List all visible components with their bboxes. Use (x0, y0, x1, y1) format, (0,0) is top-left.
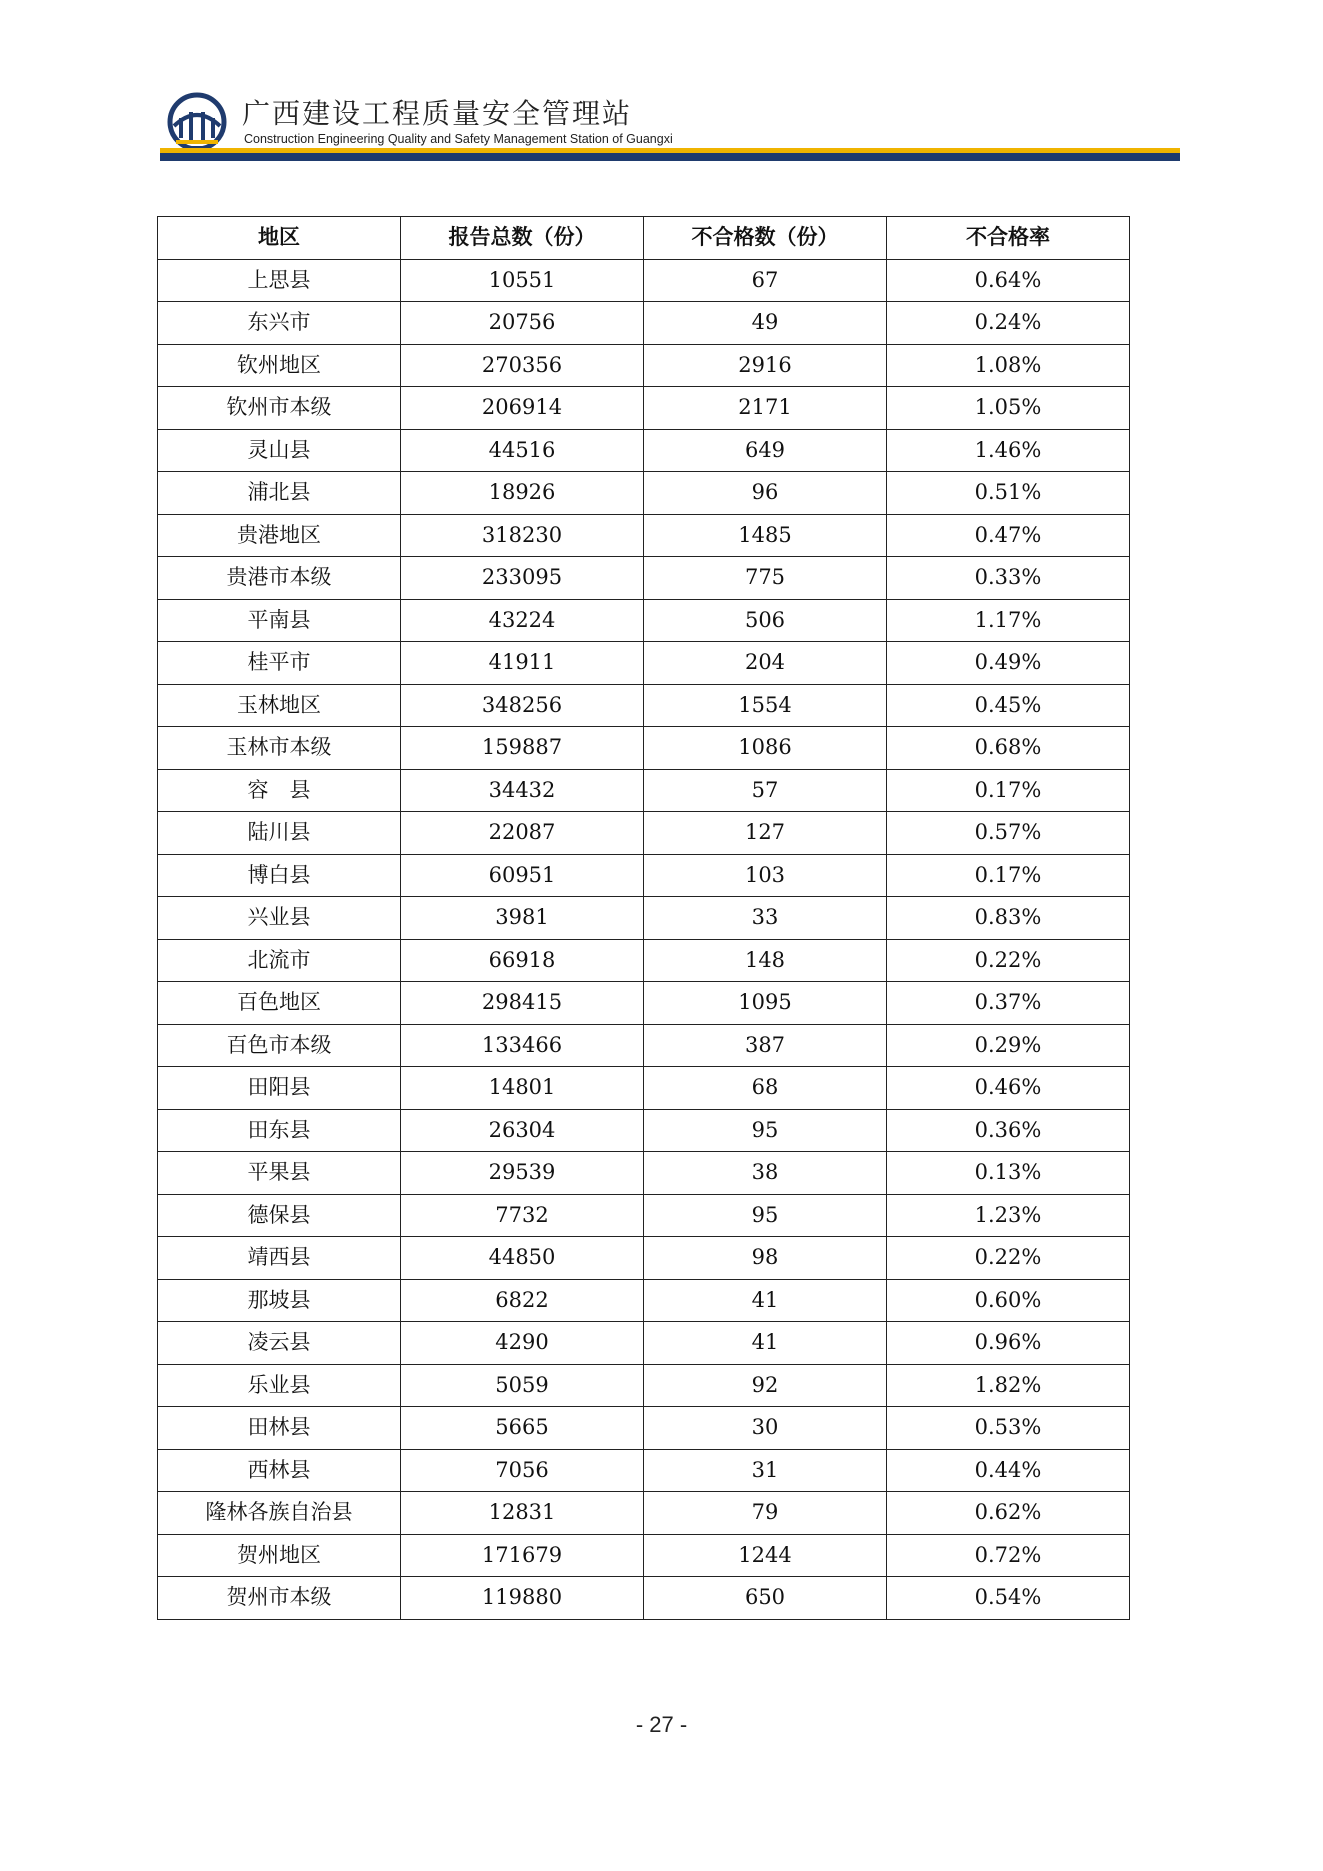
cell-failure-rate: 1.82% (887, 1364, 1130, 1407)
cell-region: 百色地区 (158, 982, 401, 1025)
organization-title-cn: 广西建设工程质量安全管理站 (242, 97, 633, 130)
cell-region: 那坡县 (158, 1279, 401, 1322)
cell-total-reports: 298415 (401, 982, 644, 1025)
cell-failed-count: 31 (644, 1449, 887, 1492)
table-header-row (158, 217, 1130, 260)
cell-total-reports: 18926 (401, 472, 644, 515)
table-row (158, 939, 1130, 982)
cell-region: 东兴市 (158, 302, 401, 345)
cell-failed-count: 30 (644, 1407, 887, 1450)
cell-failed-count: 92 (644, 1364, 887, 1407)
cell-failed-count: 2171 (644, 387, 887, 430)
cell-total-reports: 171679 (401, 1534, 644, 1577)
cell-failure-rate: 1.17% (887, 599, 1130, 642)
cell-failed-count: 1485 (644, 514, 887, 557)
cell-total-reports: 22087 (401, 812, 644, 855)
cell-total-reports: 6822 (401, 1279, 644, 1322)
column-header-failed-count: 不合格数（份） (644, 217, 887, 260)
cell-region: 玉林市本级 (158, 727, 401, 770)
organization-title-en: Construction Engineering Quality and Safety Management Station of Guangxi (244, 132, 673, 146)
table-row (158, 1279, 1130, 1322)
table-row (158, 1407, 1130, 1450)
cell-failure-rate: 0.57% (887, 812, 1130, 855)
cell-region: 桂平市 (158, 642, 401, 685)
cell-total-reports: 44850 (401, 1237, 644, 1280)
cell-failure-rate: 1.08% (887, 344, 1130, 387)
table-row (158, 1364, 1130, 1407)
cell-failed-count: 775 (644, 557, 887, 600)
cell-region: 灵山县 (158, 429, 401, 472)
cell-failed-count: 98 (644, 1237, 887, 1280)
cell-failed-count: 49 (644, 302, 887, 345)
cell-region: 靖西县 (158, 1237, 401, 1280)
cell-failure-rate: 0.36% (887, 1109, 1130, 1152)
table-row (158, 1237, 1130, 1280)
cell-region: 上思县 (158, 259, 401, 302)
cell-total-reports: 20756 (401, 302, 644, 345)
table-row (158, 812, 1130, 855)
cell-region: 玉林地区 (158, 684, 401, 727)
cell-failure-rate: 0.47% (887, 514, 1130, 557)
table-body (158, 259, 1130, 1619)
cell-failure-rate: 0.64% (887, 259, 1130, 302)
cell-failure-rate: 0.24% (887, 302, 1130, 345)
cell-region: 兴业县 (158, 897, 401, 940)
table-row (158, 1067, 1130, 1110)
cell-failed-count: 41 (644, 1279, 887, 1322)
cell-total-reports: 44516 (401, 429, 644, 472)
cell-region: 容 县 (158, 769, 401, 812)
cell-total-reports: 43224 (401, 599, 644, 642)
cell-total-reports: 12831 (401, 1492, 644, 1535)
cell-failure-rate: 0.33% (887, 557, 1130, 600)
table-row (158, 302, 1130, 345)
cell-region: 钦州市本级 (158, 387, 401, 430)
cell-region: 贵港市本级 (158, 557, 401, 600)
cell-total-reports: 233095 (401, 557, 644, 600)
cell-failure-rate: 1.05% (887, 387, 1130, 430)
cell-region: 隆林各族自治县 (158, 1492, 401, 1535)
cell-failure-rate: 0.60% (887, 1279, 1130, 1322)
cell-failure-rate: 1.46% (887, 429, 1130, 472)
table-row (158, 387, 1130, 430)
cell-failure-rate: 0.83% (887, 897, 1130, 940)
cell-region: 贵港地区 (158, 514, 401, 557)
cell-total-reports: 7056 (401, 1449, 644, 1492)
cell-total-reports: 60951 (401, 854, 644, 897)
cell-failure-rate: 0.45% (887, 684, 1130, 727)
report-table (157, 216, 1130, 1620)
table-row (158, 344, 1130, 387)
cell-failed-count: 506 (644, 599, 887, 642)
cell-total-reports: 66918 (401, 939, 644, 982)
table-row (158, 1577, 1130, 1620)
cell-region: 陆川县 (158, 812, 401, 855)
cell-region: 凌云县 (158, 1322, 401, 1365)
table-row (158, 897, 1130, 940)
table-row (158, 727, 1130, 770)
cell-total-reports: 348256 (401, 684, 644, 727)
cell-failure-rate: 0.54% (887, 1577, 1130, 1620)
cell-total-reports: 29539 (401, 1152, 644, 1195)
cell-region: 德保县 (158, 1194, 401, 1237)
cell-failure-rate: 0.53% (887, 1407, 1130, 1450)
cell-region: 乐业县 (158, 1364, 401, 1407)
table-row (158, 557, 1130, 600)
cell-region: 浦北县 (158, 472, 401, 515)
station-logo-icon (164, 92, 230, 154)
cell-failed-count: 204 (644, 642, 887, 685)
cell-failure-rate: 0.49% (887, 642, 1130, 685)
cell-failed-count: 387 (644, 1024, 887, 1067)
cell-total-reports: 206914 (401, 387, 644, 430)
table-row (158, 1152, 1130, 1195)
cell-failed-count: 2916 (644, 344, 887, 387)
cell-region: 百色市本级 (158, 1024, 401, 1067)
cell-failure-rate: 0.96% (887, 1322, 1130, 1365)
cell-total-reports: 270356 (401, 344, 644, 387)
cell-failed-count: 650 (644, 1577, 887, 1620)
cell-region: 北流市 (158, 939, 401, 982)
cell-failed-count: 148 (644, 939, 887, 982)
table-row (158, 982, 1130, 1025)
cell-failure-rate: 0.68% (887, 727, 1130, 770)
cell-total-reports: 5059 (401, 1364, 644, 1407)
cell-region: 钦州地区 (158, 344, 401, 387)
table-row (158, 1449, 1130, 1492)
cell-total-reports: 26304 (401, 1109, 644, 1152)
cell-failure-rate: 0.17% (887, 854, 1130, 897)
cell-total-reports: 7732 (401, 1194, 644, 1237)
page-number: - 27 - (635, 1712, 688, 1737)
cell-region: 平南县 (158, 599, 401, 642)
cell-failed-count: 1095 (644, 982, 887, 1025)
cell-failed-count: 95 (644, 1194, 887, 1237)
table-row (158, 259, 1130, 302)
cell-failure-rate: 0.13% (887, 1152, 1130, 1195)
cell-total-reports: 34432 (401, 769, 644, 812)
table-row (158, 684, 1130, 727)
cell-region: 平果县 (158, 1152, 401, 1195)
cell-failure-rate: 0.22% (887, 939, 1130, 982)
table-row (158, 1322, 1130, 1365)
cell-region: 西林县 (158, 1449, 401, 1492)
cell-region: 田林县 (158, 1407, 401, 1450)
cell-total-reports: 159887 (401, 727, 644, 770)
table-row (158, 769, 1130, 812)
header-rule-navy (160, 153, 1180, 161)
cell-total-reports: 4290 (401, 1322, 644, 1365)
table-row (158, 1109, 1130, 1152)
cell-total-reports: 119880 (401, 1577, 644, 1620)
cell-failure-rate: 1.23% (887, 1194, 1130, 1237)
table-row (158, 1194, 1130, 1237)
cell-failure-rate: 0.17% (887, 769, 1130, 812)
cell-failed-count: 1554 (644, 684, 887, 727)
cell-failed-count: 33 (644, 897, 887, 940)
cell-region: 博白县 (158, 854, 401, 897)
cell-total-reports: 10551 (401, 259, 644, 302)
column-header-failure-rate: 不合格率 (887, 217, 1130, 260)
table-row (158, 642, 1130, 685)
table-row (158, 429, 1130, 472)
table-row (158, 514, 1130, 557)
table-row (158, 1534, 1130, 1577)
cell-failed-count: 41 (644, 1322, 887, 1365)
cell-failed-count: 67 (644, 259, 887, 302)
table-row (158, 1024, 1130, 1067)
cell-region: 田阳县 (158, 1067, 401, 1110)
column-header-total-reports: 报告总数（份） (401, 217, 644, 260)
cell-total-reports: 133466 (401, 1024, 644, 1067)
cell-failure-rate: 0.51% (887, 472, 1130, 515)
table-row (158, 854, 1130, 897)
cell-region: 贺州地区 (158, 1534, 401, 1577)
table-row (158, 1492, 1130, 1535)
cell-region: 田东县 (158, 1109, 401, 1152)
table-row (158, 472, 1130, 515)
cell-failure-rate: 0.46% (887, 1067, 1130, 1110)
cell-failed-count: 1086 (644, 727, 887, 770)
cell-failed-count: 95 (644, 1109, 887, 1152)
cell-total-reports: 318230 (401, 514, 644, 557)
cell-failed-count: 57 (644, 769, 887, 812)
cell-failed-count: 649 (644, 429, 887, 472)
cell-total-reports: 14801 (401, 1067, 644, 1110)
cell-total-reports: 3981 (401, 897, 644, 940)
cell-failed-count: 103 (644, 854, 887, 897)
cell-total-reports: 5665 (401, 1407, 644, 1450)
cell-region: 贺州市本级 (158, 1577, 401, 1620)
cell-failed-count: 38 (644, 1152, 887, 1195)
cell-failed-count: 1244 (644, 1534, 887, 1577)
cell-failed-count: 79 (644, 1492, 887, 1535)
cell-failure-rate: 0.44% (887, 1449, 1130, 1492)
cell-failure-rate: 0.29% (887, 1024, 1130, 1067)
cell-total-reports: 41911 (401, 642, 644, 685)
cell-failed-count: 96 (644, 472, 887, 515)
column-header-region: 地区 (158, 217, 401, 260)
cell-failure-rate: 0.72% (887, 1534, 1130, 1577)
table-row (158, 599, 1130, 642)
cell-failure-rate: 0.62% (887, 1492, 1130, 1535)
cell-failure-rate: 0.22% (887, 1237, 1130, 1280)
cell-failure-rate: 0.37% (887, 982, 1130, 1025)
page-header (160, 92, 1180, 164)
cell-failed-count: 68 (644, 1067, 887, 1110)
cell-failed-count: 127 (644, 812, 887, 855)
